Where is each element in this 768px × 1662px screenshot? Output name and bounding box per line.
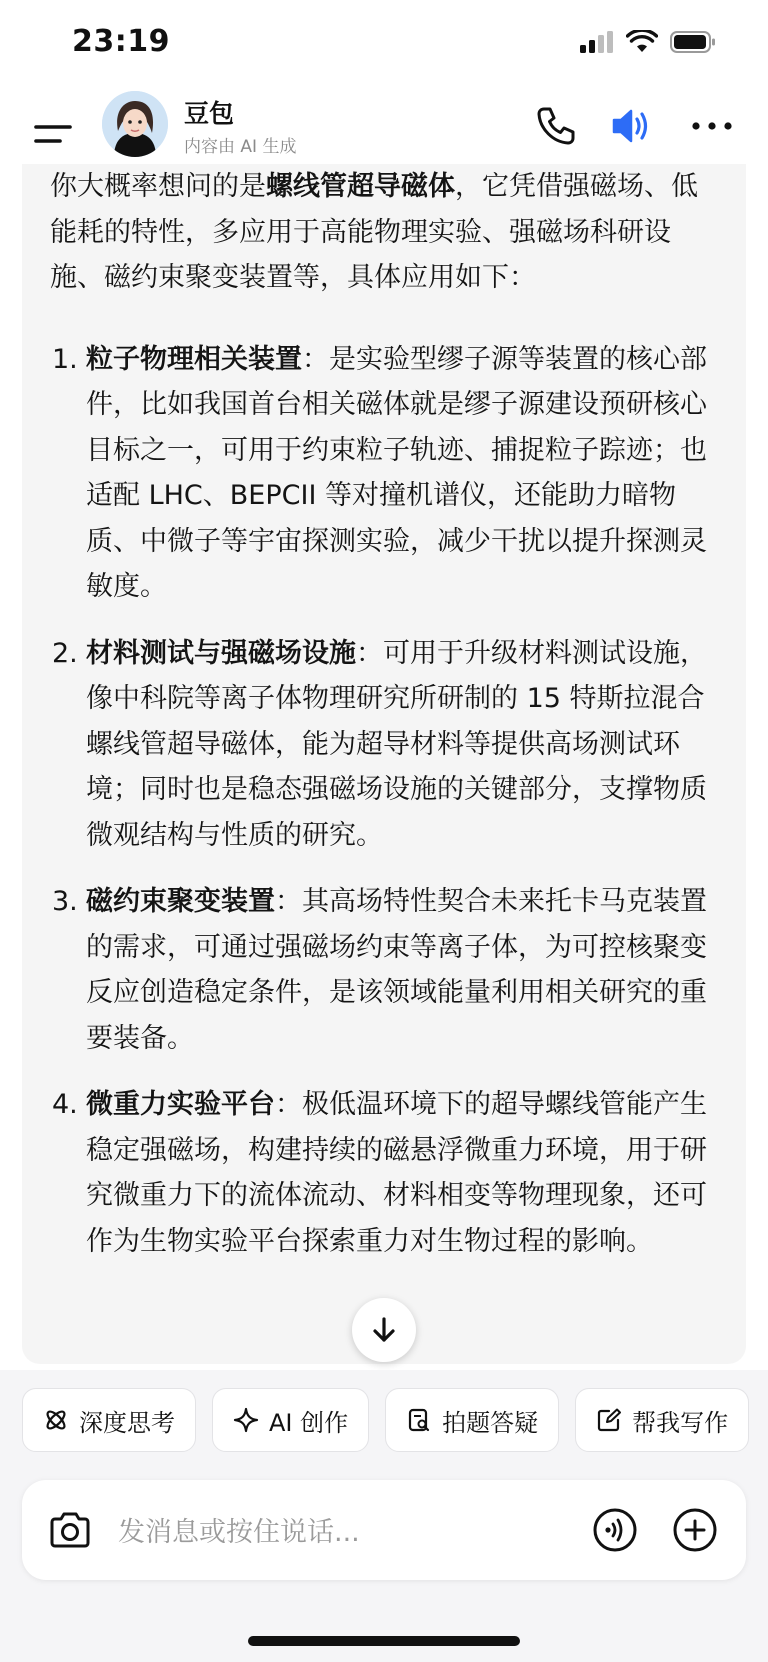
- message-input[interactable]: 发消息或按住说话...: [118, 1517, 360, 1548]
- list-item: [50, 1082, 716, 1264]
- scroll-to-bottom-button[interactable]: [352, 1298, 416, 1362]
- chip-label: 拍题答疑: [442, 1408, 539, 1437]
- signal-icon: [580, 31, 614, 53]
- wifi-icon: [626, 30, 658, 54]
- list-item-title: 磁约束聚变装置: [86, 886, 275, 917]
- more-options-icon[interactable]: [690, 114, 734, 138]
- speaker-icon[interactable]: [610, 104, 654, 148]
- list-number: 4.: [52, 1089, 78, 1120]
- list-item-text: ：其高场特性契合未来托卡马克装置的需求，可通过强磁场约束等离子体，为可控核聚变反应创造稳定条件，是该领域能量利用相关研究的重要装备。: [86, 886, 707, 1054]
- battery-icon: [670, 30, 716, 54]
- list-number: 2.: [52, 637, 78, 669]
- list-item: [50, 337, 716, 610]
- chip-deep-thinking[interactable]: [22, 1388, 196, 1452]
- chip-photo-question[interactable]: [385, 1388, 559, 1452]
- list-item-text: ：可用于升级材料测试设施，像中科院等离子体物理研究所研制的 15 特斯拉混合螺线管超导磁体，能为超导材料等提供高场测试环境；同时也是稳态强磁场设施的关键部分，支撑物质微观结构与性质的研究。: [86, 637, 707, 851]
- sparkle-icon: [233, 1407, 259, 1433]
- list-item: [50, 631, 716, 859]
- quick-actions: [22, 1388, 749, 1452]
- input-panel: [0, 1370, 768, 1662]
- menu-icon[interactable]: [30, 110, 78, 158]
- voice-input-icon[interactable]: [592, 1507, 638, 1553]
- chip-label: 帮我写作: [632, 1408, 729, 1437]
- avatar[interactable]: [102, 91, 168, 157]
- edit-icon: [596, 1407, 622, 1433]
- chip-help-write[interactable]: [575, 1388, 749, 1452]
- list-item: [50, 879, 716, 1061]
- home-indicator[interactable]: [248, 1636, 520, 1646]
- phone-icon[interactable]: [534, 104, 578, 148]
- ai-generated-label: 内容由 AI 生成: [184, 137, 297, 157]
- bot-name: 豆包: [184, 99, 235, 128]
- list-number: 1.: [52, 343, 78, 375]
- avatar-image: [102, 91, 168, 157]
- list-item-title: 粒子物理相关装置: [86, 343, 302, 375]
- message-intro: 你大概率想问的是螺线管超导磁体，它凭借强磁场、低能耗的特性，多应用于高能物理实验、强磁场科研设施、磁约束聚变装置等，具体应用如下：: [50, 171, 698, 293]
- plus-icon[interactable]: [672, 1507, 718, 1553]
- chip-label: AI 创作: [269, 1408, 349, 1437]
- status-bar: [0, 0, 768, 88]
- status-time: 23:19: [72, 24, 170, 59]
- list-item-text: ：是实验型缪子源等装置的核心部件，比如我国首台相关磁体就是缪子源建设预研核心目标之一，可用于约束粒子轨迹、捕捉粒子踪迹；也适配 LHC、BEPCII 等对撞机谱仪，还能助力暗物质、中微子等宇宙探测实验，减少干扰以提升探测灵敏度。: [86, 343, 707, 602]
- atom-icon: [43, 1407, 69, 1433]
- camera-icon[interactable]: [48, 1510, 92, 1550]
- list-item-text: ：极低温环境下的超导螺线管能产生稳定强磁场，构建持续的磁悬浮微重力环境，用于研究微重力下的流体流动、材料相变等物理现象，还可作为生物实验平台探索重力对生物过程的影响。: [86, 1089, 707, 1257]
- list-item-title: 微重力实验平台: [86, 1089, 275, 1120]
- chip-ai-create[interactable]: [212, 1388, 369, 1452]
- application-list: [50, 337, 716, 1265]
- message-composer[interactable]: [22, 1480, 746, 1580]
- scan-question-icon: [406, 1407, 432, 1433]
- assistant-message: [22, 164, 746, 1364]
- list-number: 3.: [52, 886, 78, 917]
- arrow-down-icon: [369, 1315, 399, 1345]
- list-item-title: 材料测试与强磁场设施: [86, 637, 356, 669]
- status-icons: [580, 30, 716, 54]
- chip-label: 深度思考: [79, 1408, 175, 1437]
